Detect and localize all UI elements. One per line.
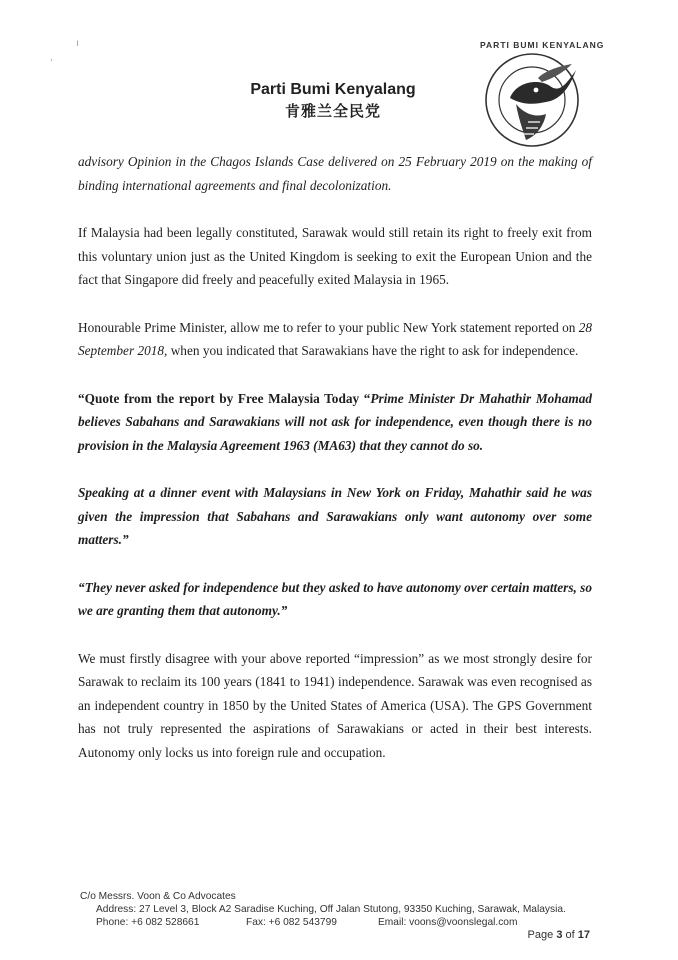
paragraph-7	[78, 647, 592, 765]
org-name-chinese: 肯雅兰全民党	[284, 102, 381, 120]
scan-mark: ı	[76, 38, 79, 49]
page-label: Page	[527, 929, 554, 941]
paragraph-3	[78, 316, 592, 363]
footer-care-of: C/o Messrs. Voon & Co Advocates	[80, 891, 236, 902]
p6-quote: “They never asked for independence but they asked to have autonomy over certain matters, so we are granting them that autonomy.”	[78, 579, 592, 618]
letter-footer	[80, 890, 600, 929]
p3-text-b: when you indicated that Sarawakians have the right to ask for independence.	[167, 343, 579, 358]
page-total: 17	[577, 929, 590, 941]
p2-text: If Malaysia had been legally constituted, Sarawak would still retain its right to freely exit from this voluntary union just as the United Kingdom is seeking to exit the European Union and the fact that Singapore did freely and peacefully exited Malaysia in 1965.	[78, 225, 592, 287]
letter-body	[78, 150, 592, 788]
paragraph-1	[78, 150, 592, 197]
p3-date: 28 September 2018,	[78, 319, 592, 358]
footer-contacts	[80, 916, 600, 929]
p1-text: advisory Opinion in the Chagos Islands Case delivered on 25 February 2019 on the making of binding international agreements and final decolonization.	[78, 154, 592, 193]
p4-quote: Prime Minister Dr Mahathir Mohamad believes Sabahans and Sarawakians will not ask for independence, even though there is no provision in the Malaysia Agreement 1963 (MA63) that they cannot do so.	[78, 390, 592, 453]
p5-quote: Speaking at a dinner event with Malaysians in New York on Friday, Mahathir said he was given the impression that Sabahans and Sarawakians only want autonomy over some matters.”	[78, 485, 592, 547]
page-number	[528, 929, 590, 941]
paragraph-2	[78, 221, 592, 292]
scan-mark: ,	[50, 52, 53, 63]
paragraph-4	[78, 387, 592, 458]
footer-address: Address: 27 Level 3, Block A2 Saradise Kuching, Off Jalan Stutong, 93350 Kuching, Sarawak, Malaysia.	[96, 904, 566, 915]
logo-text: PARTI BUMI KENYALANG	[480, 40, 605, 50]
party-hornbill-logo	[480, 40, 605, 152]
org-name: Parti Bumi Kenyalang	[250, 81, 416, 98]
p7-text: We must firstly disagree with your above reported “impression” as we most strongly desire for Sarawak to reclaim its 100 years (1841 to 1941) independence. Sarawak was even recognised as an independent country in 1850 by the United States of America (USA). The GPS Government has not truly represented the aspirations of Sarawakians or acted in their best interests. Autonomy only locks us into foreign rule and occupation.	[78, 650, 592, 760]
footer-email: Email: voons@voonslegal.com	[378, 917, 518, 928]
p4-intro: “Quote from the report by Free Malaysia Today “	[78, 390, 371, 406]
p3-text-a: Honourable Prime Minister, allow me to refer to your public New York statement reported on	[78, 319, 579, 335]
footer-phone: Phone: +6 082 528661	[96, 917, 200, 928]
paragraph-5	[78, 481, 592, 552]
paragraph-6	[78, 576, 592, 623]
page-current: 3	[556, 929, 563, 941]
letterhead	[238, 80, 428, 122]
page-of: of	[565, 929, 575, 941]
footer-fax: Fax: +6 082 543799	[246, 917, 337, 928]
